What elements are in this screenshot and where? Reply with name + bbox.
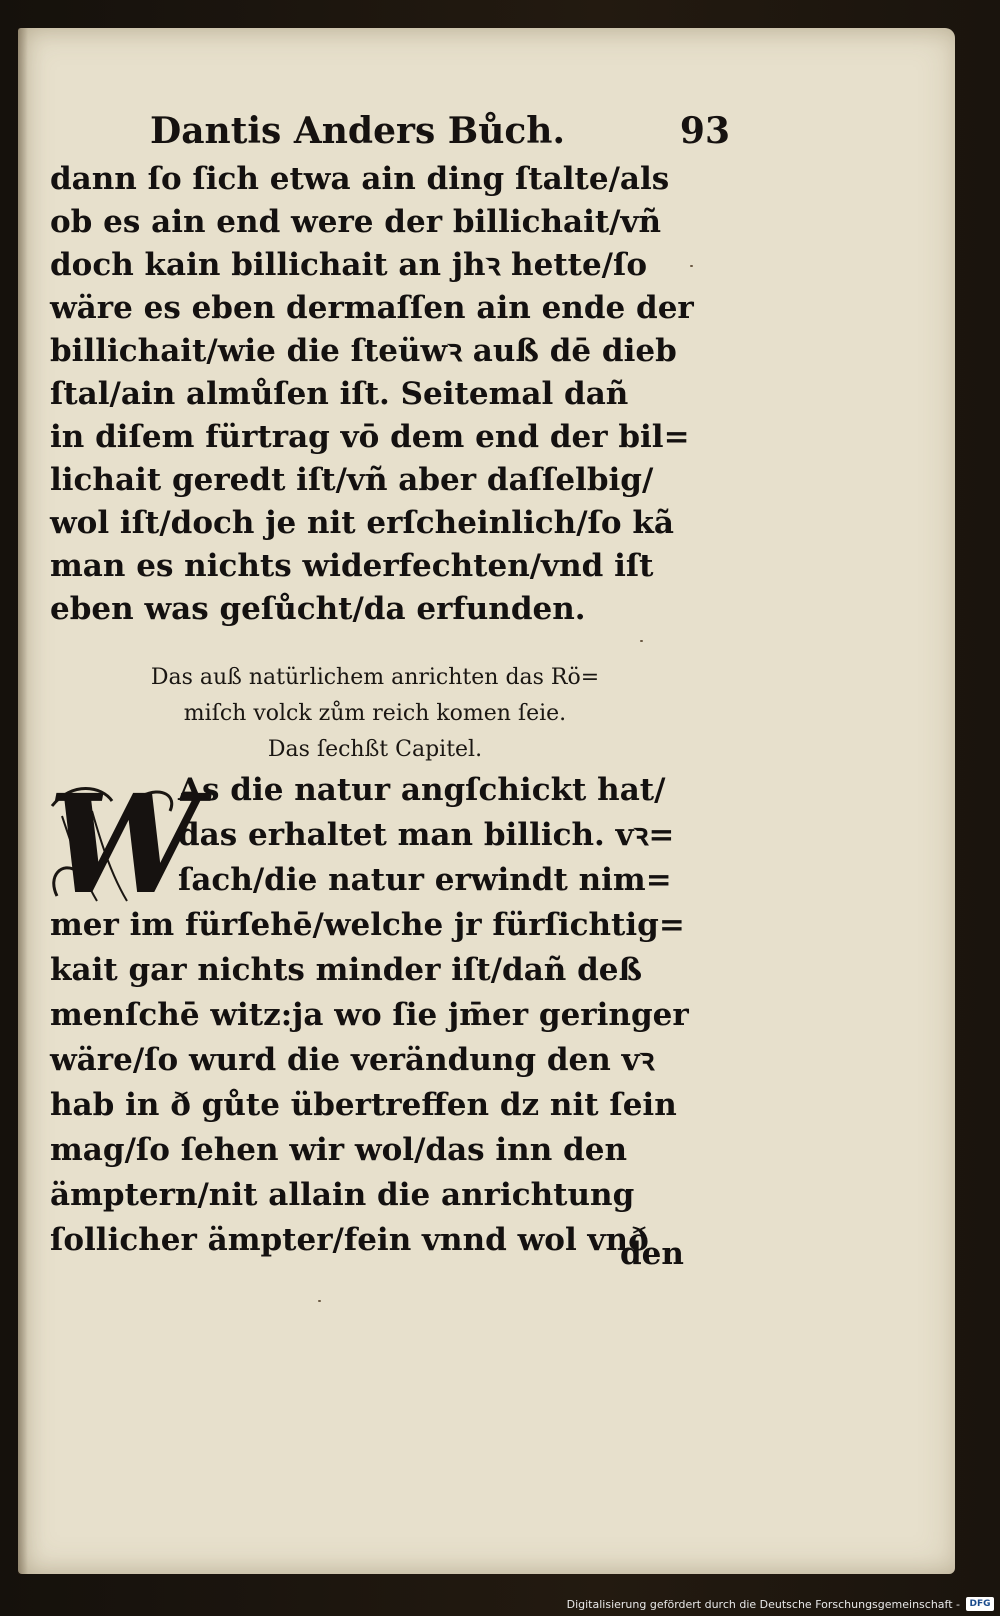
text-line: kait gar nichts minder iſt/dañ deß: [50, 952, 643, 988]
running-head: [150, 110, 730, 160]
text-line: in diſem fürtrag vō dem end der bil=: [50, 419, 690, 455]
text-line: wäre es eben dermaſſen ain ende der: [50, 290, 694, 326]
text-line: ſach/die natur erwindt nim=: [178, 862, 672, 898]
text-line: ämptern/nit allain die anrichtung: [50, 1177, 635, 1213]
text-line: As die natur angſchickt hat/: [178, 772, 666, 808]
paper-speck: [318, 1300, 321, 1302]
text-line: billichait/wie die ſteüwꝛ auß dē dieb: [50, 333, 677, 369]
text-line: ob es ain end were der billichait/vñ: [50, 204, 662, 240]
digitization-credit: Digitalisierung gefördert durch die Deutsche Forschungsgemeinschaft -: [566, 1598, 960, 1611]
chapter-number: Das ſechßt Capitel.: [267, 737, 483, 762]
text-line: menſchē witz:ja wo ſie jm̄er geringer: [50, 997, 689, 1033]
paper-speck: [640, 640, 643, 642]
text-line: wol iſt/doch je nit erſcheinlich/ſo kã: [50, 505, 674, 541]
text-line: das erhaltet man billich. vꝛ=: [178, 817, 675, 853]
page-number: 93: [679, 110, 730, 152]
dfg-logo: DFG: [966, 1597, 994, 1611]
text-line: ſollicher ämpter/fein vnnd wol vnð: [50, 1222, 649, 1258]
chapter-text: [48, 765, 702, 1263]
body-text: [50, 158, 702, 631]
text-line: hab in ð gůte übertreffen dz nit ſein: [50, 1087, 677, 1123]
chapter-heading-line: Das auß natürlichem anrichten das Rö=: [150, 665, 600, 690]
text-line: mag/ſo ſehen wir wol/das inn den: [50, 1132, 627, 1168]
text-line: mer im fürſehē/welche jr fürſichtig=: [50, 907, 685, 943]
text-line: man es nichts widerfechten/vnd iſt: [50, 548, 654, 584]
text-line: doch kain billichait an jhꝛ hette/ſo: [50, 247, 648, 283]
text-line: wäre/ſo wurd die verändung den vꝛ: [50, 1042, 655, 1078]
chapter-heading: [80, 660, 670, 768]
text-line: ſtal/ain almůſen iſt. Seitemal dañ: [50, 376, 629, 412]
text-line: eben was geſůcht/da erfunden.: [50, 591, 586, 627]
catchword: den: [620, 1236, 684, 1272]
text-line: lichait geredt iſt/vñ aber daſſelbig/: [50, 462, 654, 498]
decorated-initial: W: [48, 765, 201, 925]
paper-speck: [690, 265, 693, 267]
chapter-heading-line: miſch volck zům reich komen ſeie.: [183, 701, 567, 726]
page-gutter-shadow: [18, 28, 28, 1574]
running-title: Dantis Anders Bůch.: [150, 110, 566, 152]
text-line: dann ſo ſich etwa ain ding ſtalte/als: [50, 161, 670, 197]
